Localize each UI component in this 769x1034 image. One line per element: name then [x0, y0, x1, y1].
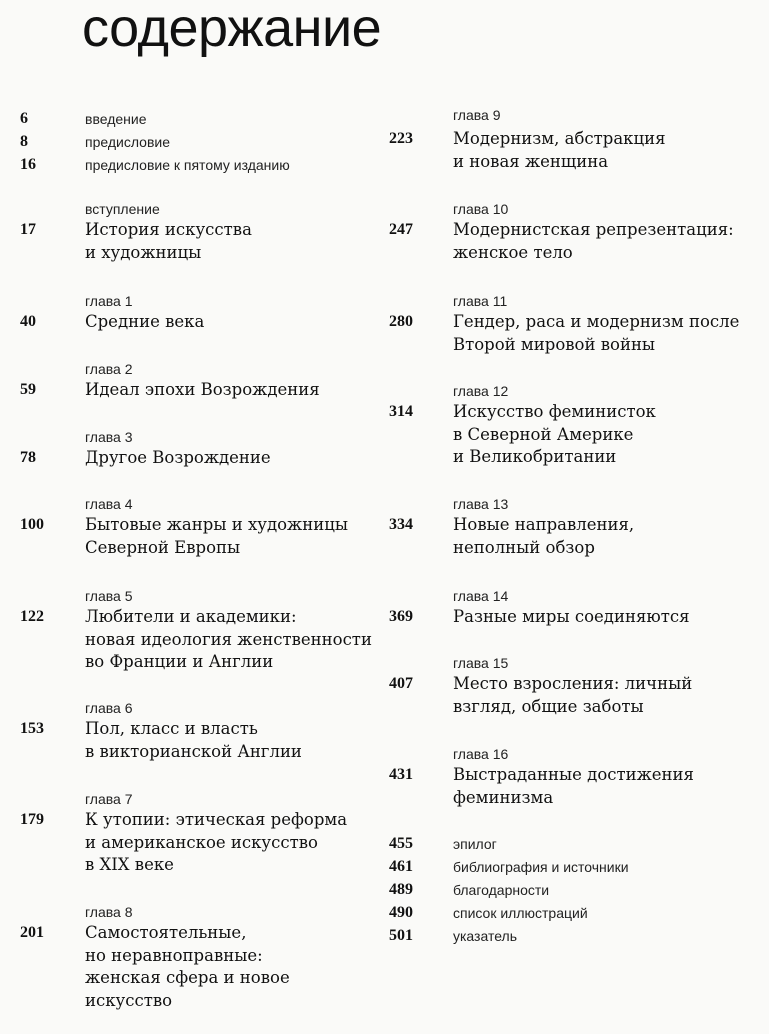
chapter-label: глава 13 [453, 496, 509, 512]
chapter-label: глава 5 [85, 588, 133, 604]
chapter-title-line: Бытовые жанры и художницы [85, 515, 348, 534]
toc-page-number: 247 [389, 221, 413, 238]
toc-front-matter-label: предисловие [85, 134, 170, 150]
toc-page-number: 489 [389, 881, 413, 898]
toc-front-matter-label: введение [85, 111, 147, 127]
chapter-label: глава 2 [85, 361, 133, 377]
chapter-title-line: в викторианской Англии [85, 741, 302, 761]
chapter-title-line: Самостоятельные, [85, 923, 247, 942]
toc-page-number: 314 [389, 403, 413, 420]
chapter-title-line: взгляд, общие заботы [453, 696, 644, 716]
toc-page-number: 501 [389, 927, 413, 944]
chapter-label: глава 12 [453, 383, 509, 399]
toc-page-number: 334 [389, 516, 413, 533]
toc-page-number: 201 [20, 924, 44, 941]
chapter-title-line: Гендер, раса и модернизм после [453, 312, 740, 331]
chapter-title-line: Второй мировой войны [453, 334, 656, 354]
toc-page-number: 122 [20, 608, 44, 625]
chapter-label: глава 9 [453, 107, 501, 123]
chapter-label: глава 11 [453, 293, 508, 309]
chapter-title-line: и американское искусство [85, 832, 318, 852]
chapter-label: глава 4 [85, 496, 133, 512]
chapter-label: глава 6 [85, 700, 133, 716]
chapter-title-line: новая идеология женственности [85, 629, 372, 649]
chapter-title-line: и Великобритании [453, 447, 617, 466]
page-title: содержание [82, 0, 382, 58]
chapter-title-line: Идеал эпохи Возрождения [85, 380, 320, 399]
toc-back-matter-label: указатель [453, 928, 517, 944]
toc-page-number: 223 [389, 130, 413, 147]
chapter-title-line: и художницы [85, 242, 202, 262]
chapter-title-line: неполный обзор [453, 537, 595, 557]
chapter-title-line: феминизма [453, 787, 554, 807]
toc-page-number: 179 [20, 811, 44, 828]
chapter-title-line: Разные миры соединяются [453, 607, 690, 626]
chapter-label: глава 3 [85, 429, 133, 445]
toc-page-number: 59 [20, 381, 36, 398]
chapter-title-line: Место взросления: личный [453, 674, 693, 693]
chapter-title-line: искусство [85, 990, 173, 1010]
chapter-label: глава 7 [85, 791, 133, 807]
toc-page-number: 40 [20, 313, 36, 330]
chapter-title-line: Модернизм, абстракция [453, 129, 666, 148]
toc-page-number: 490 [389, 904, 413, 921]
chapter-title-line: Модернистская репрезентация: [453, 220, 734, 239]
toc-page-number: 280 [389, 313, 413, 330]
toc-back-matter-label: благодарности [453, 882, 550, 898]
chapter-title-line: Искусство феминисток [453, 402, 656, 421]
chapter-label: глава 15 [453, 655, 509, 671]
chapter-title-line: женское тело [453, 242, 573, 262]
toc-back-matter-label: эпилог [453, 836, 497, 852]
toc-page-number: 461 [389, 858, 413, 875]
toc-page-number: 78 [20, 449, 36, 466]
chapter-title-line: Средние века [85, 312, 205, 331]
chapter-label: глава 14 [453, 588, 509, 604]
chapter-title-line: женская сфера и новое [85, 968, 290, 987]
toc-page-number: 8 [20, 133, 28, 150]
chapter-title-line: во Франции и Англии [85, 652, 274, 671]
toc-page-number: 369 [389, 608, 413, 625]
chapter-title-line: Пол, класс и власть [85, 719, 258, 738]
chapter-title-line: К утопии: этическая реформа [85, 810, 348, 829]
chapter-title-line: но неравноправные: [85, 945, 263, 965]
toc-page-number: 455 [389, 835, 413, 852]
toc-front-matter-label: предисловие к пятому изданию [85, 157, 290, 173]
toc-page-number: 100 [20, 516, 44, 533]
chapter-title-line: История искусства [85, 220, 252, 239]
chapter-title-line: в XIX веке [85, 855, 174, 874]
chapter-label: глава 16 [453, 746, 509, 762]
toc-page-number: 6 [20, 110, 28, 127]
chapter-label: глава 10 [453, 201, 509, 217]
toc-back-matter-label: библиография и источники [453, 859, 629, 875]
chapter-title-line: в Северной Америке [453, 424, 634, 444]
chapter-label: глава 1 [85, 293, 133, 309]
chapter-title-line: Другое Возрождение [85, 448, 271, 467]
toc-page-number: 431 [389, 766, 413, 783]
toc-page-number: 407 [389, 675, 413, 692]
toc-page-number: 17 [20, 221, 36, 238]
chapter-title-line: и новая женщина [453, 151, 609, 171]
chapter-title-line: Северной Европы [85, 537, 241, 557]
toc-page-number: 16 [20, 156, 36, 173]
chapter-title-line: Новые направления, [453, 515, 635, 534]
chapter-title-line: Выстраданные достижения [453, 765, 694, 784]
chapter-label: глава 8 [85, 904, 133, 920]
toc-page-number: 153 [20, 720, 44, 737]
toc-back-matter-label: список иллюстраций [453, 905, 588, 921]
chapter-label: вступление [85, 201, 160, 217]
chapter-title-line: Любители и академики: [85, 607, 297, 626]
